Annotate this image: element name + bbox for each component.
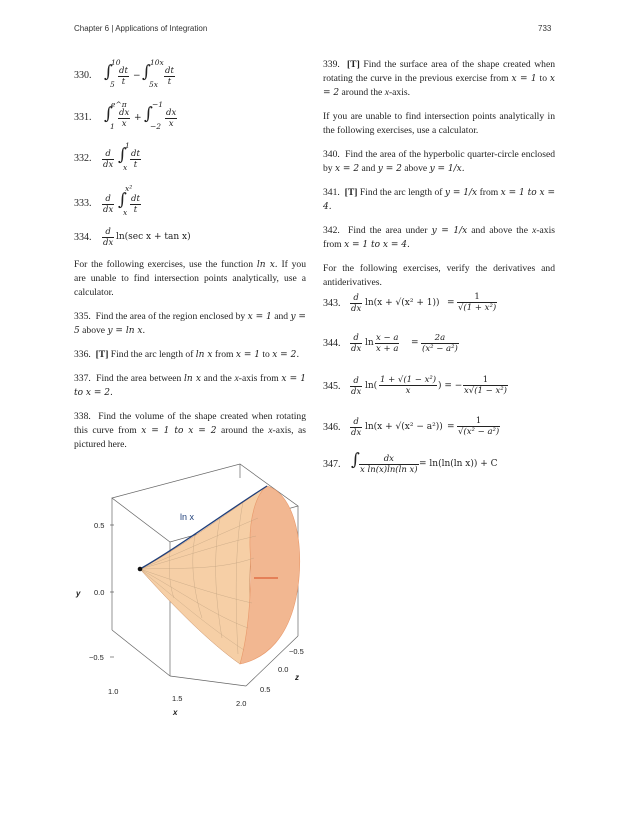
integral-sign: ∫ [144,104,153,124]
x-tick-label: 1.0 [108,687,119,696]
chapter-header: Chapter 6 | Applications of Integration [74,24,208,33]
expression: ln(sec x + tan x) [116,232,191,242]
derivative-operator: $\frac{d}{dx}$ [351,417,362,438]
y-tick-label: −0.5 [89,653,104,662]
equals-sign: = [447,298,455,308]
exercise-347 [323,452,555,482]
upper-limit: −1 [152,100,164,109]
fraction: $\frac{dt}{t}$ [165,66,174,87]
instructions: If you are unable to find intersection points analytically in the following exercises, use a calculator. [323,111,555,136]
ln-label: ln [365,338,374,348]
z-axis [260,647,304,694]
integral-sign: ∫ [118,190,127,210]
exercise-345 [323,372,555,406]
fraction: $\frac{dt}{t}$ [119,66,128,87]
derivative-operator: $\frac{d}{dx}$ [103,149,114,170]
exercise-number: 347. [323,459,341,470]
exercise-336: 336. [T] Find the arc length of ln x from x = 1 to x = 2. [74,349,300,360]
z-tick-label: 0.0 [278,665,289,674]
lower-limit: 5x [149,80,159,89]
rhs-fraction: $\frac{2a}{\text{(x² − a²)}}$ [422,333,458,354]
exercise-339: 339. [T] Find the surface area of the shape created when rotating the curve in the previous exercise from x = 1 to x = 2 around the x-axis. [323,59,556,98]
lower-limit: x [123,208,128,217]
exercise-341: 341. [T] Find the arc length of y = 1/x from x = 1 to x = 4. [323,187,556,212]
integrand-fraction: $\frac{dx}{\text{x ln(x)ln(ln x)}}$ [360,454,418,475]
rhs-fraction: $\frac{1}{\text{√(1 + x²)}}$ [458,292,497,313]
inner-fraction: $\frac{\text{1 + √(1 − x²)}}{x}$ [380,375,437,396]
exercise-number: 330. [74,70,92,81]
exercise-number: 346. [323,422,341,433]
exercise-330 [74,58,294,92]
y-tick-label: 0.0 [94,588,105,597]
exercise-340: 340. Find the area of the hyperbolic quarter-circle enclosed by x = 2 and y = 2 above y = 1/x. [323,149,555,174]
exercise-number: 344. [323,338,341,349]
fraction: $\frac{dx}{x}$ [166,108,177,129]
minus-sign: − [133,71,141,81]
page-number: 733 [538,24,552,33]
exercise-number: 332. [74,153,92,164]
equals-sign: = [447,422,455,432]
exercise-338: 338. Find the volume of the shape created when rotating this curve from x = 1 to x = 2 around the x-axis, as pictured here. [74,411,307,450]
exercise-number: 343. [323,298,341,309]
upper-limit: e^π [111,100,127,109]
integral-sign: ∫ [104,62,113,82]
z-tick-label: −0.5 [289,647,304,656]
exercise-346 [323,414,555,446]
vertex-point [138,567,143,572]
exercise-335: 335. Find the area of the region enclosed by x = 1 and y = 5 above y = ln x. [74,311,306,336]
lhs-fraction: $\frac{x - a}{x + a}$ [376,333,399,354]
derivative-operator: $\frac{d}{dx}$ [351,333,362,354]
derivative-operator: $\frac{d}{dx}$ [103,227,114,248]
exercise-334 [74,226,294,250]
upper-limit: 1 [125,141,130,150]
solid-of-revolution-figure [70,458,320,720]
x-tick-label: 1.5 [172,694,183,703]
rhs-fraction: $\frac{1}{\text{x√(1 − x²)}}$ [464,375,507,396]
exercise-number: 331. [74,112,92,123]
exercise-333 [74,184,294,220]
instructions: For the following exercises, use the function ln x. If you are unable to find intersection points analytically, use a calculator. [74,259,307,298]
rhs-expression: = ln(ln(ln x)) + C [419,459,498,469]
upper-limit: 10 [111,58,121,67]
curve-label: ln x [180,512,195,522]
x-axis [108,687,246,717]
derivative-operator: $\frac{d}{dx}$ [351,376,362,397]
y-axis [75,521,114,662]
y-tick-label: 0.5 [94,521,105,530]
exercise-number: 334. [74,232,92,243]
lower-limit: −2 [150,122,162,131]
fraction: $\frac{dx}{x}$ [119,108,130,129]
integral-sign: ∫ [104,104,113,124]
exercise-344 [323,332,555,362]
derivative-operator: $\frac{d}{dx}$ [351,293,362,314]
equals-sign: = [411,338,419,348]
exercise-number: 345. [323,381,341,392]
y-axis-label: y [76,589,81,598]
upper-limit: 10x [150,58,164,67]
exercise-number: 333. [74,198,92,209]
integral-sign: ∫ [142,62,151,82]
x-axis-label: x [173,708,178,717]
upper-limit: x² [125,184,133,193]
exercise-343 [323,290,555,322]
z-tick-label: 0.5 [260,685,271,694]
lower-limit: x [123,163,128,172]
exercise-337: 337. Find the area between ln x and the x-axis from x = 1 to x = 2. [74,373,306,398]
z-axis-label: z [295,673,299,682]
instructions: For the following exercises, verify the derivatives and antiderivatives. [323,263,555,288]
derivative-operator: $\frac{d}{dx}$ [103,194,114,215]
fraction: $\frac{dt}{t}$ [131,149,140,170]
lhs-expression: ln(x + √(x² + 1)) [365,298,440,308]
fraction: $\frac{dt}{t}$ [131,194,140,215]
close-paren: ) = − [438,381,463,391]
exercise-331 [74,100,294,134]
x-tick-label: 2.0 [236,699,247,708]
lhs-expression: ln(x + √(x² − a²)) [365,422,443,432]
plus-sign: + [134,113,142,123]
exercise-342: 342. Find the area under y = 1/x and above the x-axis from x = 1 to x = 4. [323,225,556,250]
lower-limit: 5 [110,80,115,89]
exercise-332 [74,141,294,175]
integral-sign: ∫ [118,145,127,165]
right-text-block [323,58,555,290]
ln-label: ln( [365,381,378,391]
lower-limit: 1 [110,122,115,131]
rhs-fraction: $\frac{1}{\text{√(x² − a²)}}$ [458,416,500,437]
integral-sign: ∫ [351,450,360,470]
left-text-block [74,258,306,452]
